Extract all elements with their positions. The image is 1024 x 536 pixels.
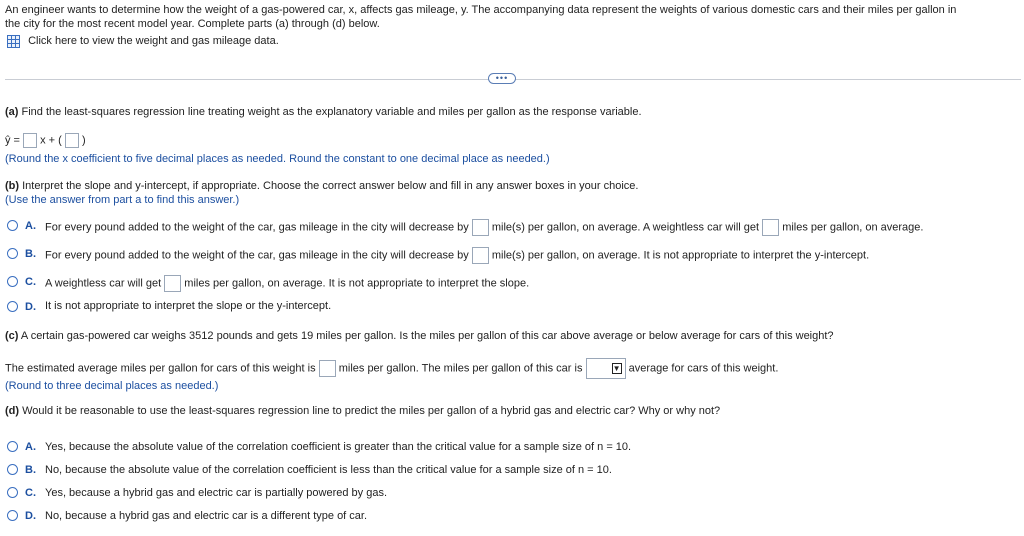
y-hat-label: ŷ = (5, 134, 20, 147)
option-text: mile(s) per gallon, on average. It is not appropriate to interpret the y-intercept. (491, 249, 870, 262)
part-b-question (5, 180, 638, 192)
intercept-input[interactable] (65, 133, 79, 148)
part-b-option-d-radio[interactable] (7, 301, 18, 312)
weightless-mpg-input[interactable] (762, 219, 779, 236)
part-c-hint: (Round to three decimal places as needed.) (5, 380, 219, 392)
part-b-text: Interpret the slope and y-intercept, if appropriate. Choose the correct answer below and fill in any answer boxes in your choice. (22, 180, 639, 192)
part-b-option-a (45, 219, 923, 236)
expand-ellipsis-button[interactable]: ••• (488, 73, 516, 84)
weightless-mpg-input-c[interactable] (164, 275, 181, 292)
part-d-option-b-text: No, because the absolute value of the correlation coefficient is less than the critical value for a sample size of n = 10. (45, 464, 612, 476)
part-d-option-b-radio[interactable] (7, 464, 18, 475)
part-b-option-a-radio[interactable] (7, 220, 18, 231)
option-text: For every pound added to the weight of the car, gas mileage in the city will decrease by (45, 249, 469, 262)
part-d-option-d-text: No, because a hybrid gas and electric car is a different type of car. (45, 510, 368, 522)
part-d-text: Would it be reasonable to use the least-squares regression line to predict the miles per gallon of a hybrid gas and electric car? Why or why not? (22, 405, 721, 417)
part-b-option-c-radio[interactable] (7, 276, 18, 287)
answer-text: average for cars of this weight. (628, 362, 779, 375)
part-c-text: A certain gas-powered car weighs 3512 pounds and gets 19 miles per gallon. Is the miles per gallon of this car above average or below average for cars of this weight? (20, 330, 834, 342)
part-d-option-c-radio[interactable] (7, 487, 18, 498)
part-a-label: (a) (5, 106, 19, 118)
dropdown-arrow-icon: ▼ (612, 364, 621, 373)
slope-input[interactable] (23, 133, 37, 148)
part-b-option-c (45, 275, 529, 292)
part-c-question (5, 330, 834, 342)
part-c-label: (c) (5, 330, 19, 342)
part-d-option-a-radio[interactable] (7, 441, 18, 452)
problem-statement-line-1: An engineer wants to determine how the weight of a gas-powered car, x, affects gas mileage, y. The accompanying data represent the weights of various domestic cars and their miles per gallon in (5, 4, 957, 16)
part-b-option-b-letter: B. (25, 248, 36, 260)
part-c-answer (5, 358, 778, 379)
part-d-option-d-letter: D. (25, 510, 36, 522)
part-d-option-b-letter: B. (25, 464, 36, 476)
part-b-option-d-letter: D. (25, 301, 36, 313)
slope-decrease-input[interactable] (472, 219, 489, 236)
part-b-label: (b) (5, 180, 20, 192)
part-d-label: (d) (5, 405, 20, 417)
answer-text: miles per gallon. The miles per gallon of this car is (338, 362, 583, 375)
part-b-option-a-letter: A. (25, 220, 36, 232)
option-text: miles per gallon, on average. (782, 221, 924, 234)
above-below-dropdown[interactable] (586, 358, 626, 379)
option-text: mile(s) per gallon, on average. A weightless car will get (491, 221, 760, 234)
slope-decrease-input-b[interactable] (472, 247, 489, 264)
regression-equation (5, 133, 86, 148)
part-d-option-a-letter: A. (25, 441, 36, 453)
x-plus-label: x + ( (40, 134, 62, 147)
part-b-option-d-text: It is not appropriate to interpret the slope or the y-intercept. (45, 300, 332, 312)
data-link-label: Click here to view the weight and gas mileage data. (28, 35, 279, 48)
option-text: For every pound added to the weight of the car, gas mileage in the city will decrease by (45, 221, 469, 234)
data-link[interactable] (7, 35, 279, 48)
problem-statement-line-2: the city for the most recent model year. Complete parts (a) through (d) below. (5, 18, 380, 30)
part-d-option-d-radio[interactable] (7, 510, 18, 521)
answer-text: The estimated average miles per gallon for cars of this weight is (5, 362, 316, 375)
option-text: A weightless car will get (45, 277, 162, 290)
part-d-option-c-letter: C. (25, 487, 36, 499)
part-b-option-c-letter: C. (25, 276, 36, 288)
part-d-option-c-text: Yes, because a hybrid gas and electric car is partially powered by gas. (45, 487, 388, 499)
part-a-text: Find the least-squares regression line treating weight as the explanatory variable and miles per gallon as the response variable. (21, 106, 642, 118)
part-b-hint: (Use the answer from part a to find this answer.) (5, 194, 240, 206)
option-text: miles per gallon, on average. It is not appropriate to interpret the slope. (184, 277, 530, 290)
part-a-question (5, 106, 642, 118)
part-a-hint: (Round the x coefficient to five decimal places as needed. Round the constant to one decimal place as needed.) (5, 153, 550, 165)
data-table-icon (7, 35, 20, 48)
part-d-option-a-text: Yes, because the absolute value of the correlation coefficient is greater than the critical value for a sample size of n = 10. (45, 441, 632, 453)
part-b-option-b (45, 247, 869, 264)
close-paren: ) (81, 134, 86, 147)
part-d-question (5, 405, 720, 417)
estimated-mpg-input[interactable] (319, 360, 336, 377)
part-b-option-b-radio[interactable] (7, 248, 18, 259)
